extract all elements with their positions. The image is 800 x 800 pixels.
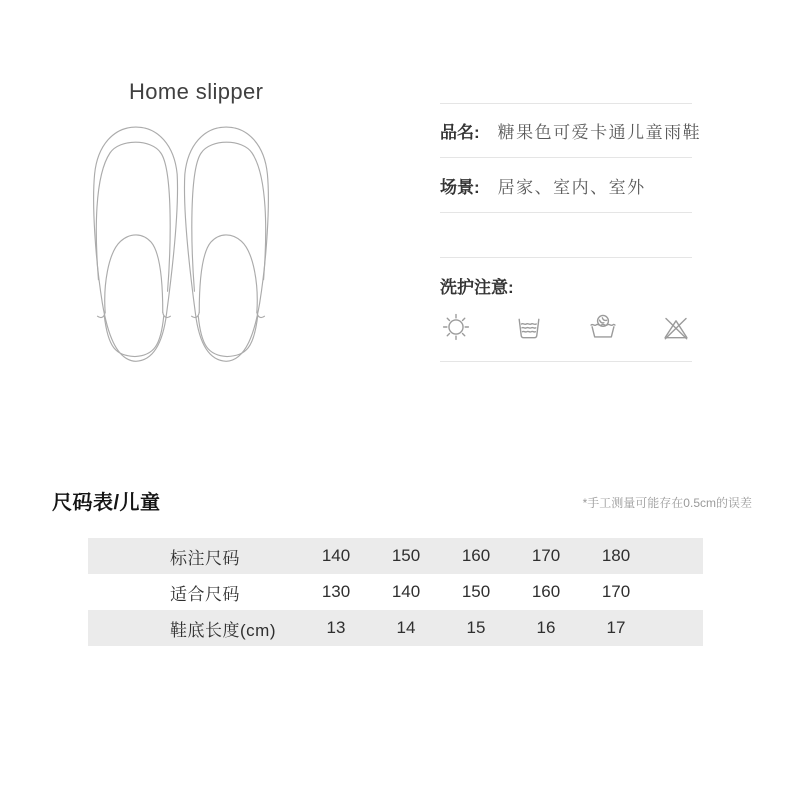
- table-cell: 140: [391, 582, 421, 601]
- measurement-note: *手工测量可能存在0.5cm的误差: [582, 496, 752, 510]
- table-cell: 160: [531, 582, 561, 601]
- table-cell: 180: [601, 546, 631, 565]
- table-cell: 170: [601, 582, 631, 601]
- care-instructions-title: 洗护注意:: [440, 278, 514, 297]
- table-cell: 16: [536, 618, 556, 637]
- table-row: [88, 574, 703, 610]
- gentle-wash-icon: [513, 311, 545, 343]
- divider: [440, 257, 692, 258]
- size-table: [88, 538, 703, 646]
- info-row-product-name: [440, 104, 702, 157]
- table-cell: 170: [531, 546, 561, 565]
- no-bleach-icon: [660, 311, 692, 343]
- scene-value: 居家、室内、室外: [497, 177, 646, 197]
- table-cell: 15: [466, 618, 486, 637]
- size-chart-title: 尺码表/儿童: [52, 492, 161, 514]
- slipper-line-drawing-image: [85, 120, 277, 378]
- row-label: 适合尺码: [170, 584, 240, 604]
- page-title: Home slipper: [129, 79, 264, 104]
- right-slipper-outline: [185, 127, 269, 361]
- table-row: [88, 538, 703, 574]
- product-info-panel: [440, 103, 702, 362]
- table-cell: 140: [321, 546, 351, 565]
- table-cell: 13: [326, 618, 346, 637]
- panel-spacer: [440, 213, 692, 257]
- product-name-value: 糖果色可爱卡通儿童雨鞋: [497, 123, 702, 142]
- table-cell: 150: [391, 546, 421, 565]
- care-icons-row: [440, 311, 692, 343]
- left-slipper-outline: [94, 127, 178, 361]
- hand-wash-icon: [587, 311, 619, 343]
- info-row-scene: [440, 158, 692, 212]
- row-label: 鞋底长度(cm): [170, 620, 276, 640]
- table-row: [88, 610, 703, 646]
- sun-dry-icon: [440, 311, 472, 343]
- scene-label: 场景:: [440, 177, 480, 197]
- divider: [440, 361, 692, 362]
- product-name-label: 品名:: [440, 123, 480, 142]
- row-label: 标注尺码: [170, 548, 240, 568]
- table-cell: 160: [461, 546, 491, 565]
- table-cell: 17: [606, 618, 626, 637]
- table-cell: 14: [396, 618, 416, 637]
- table-cell: 150: [461, 582, 491, 601]
- table-cell: 130: [321, 582, 351, 601]
